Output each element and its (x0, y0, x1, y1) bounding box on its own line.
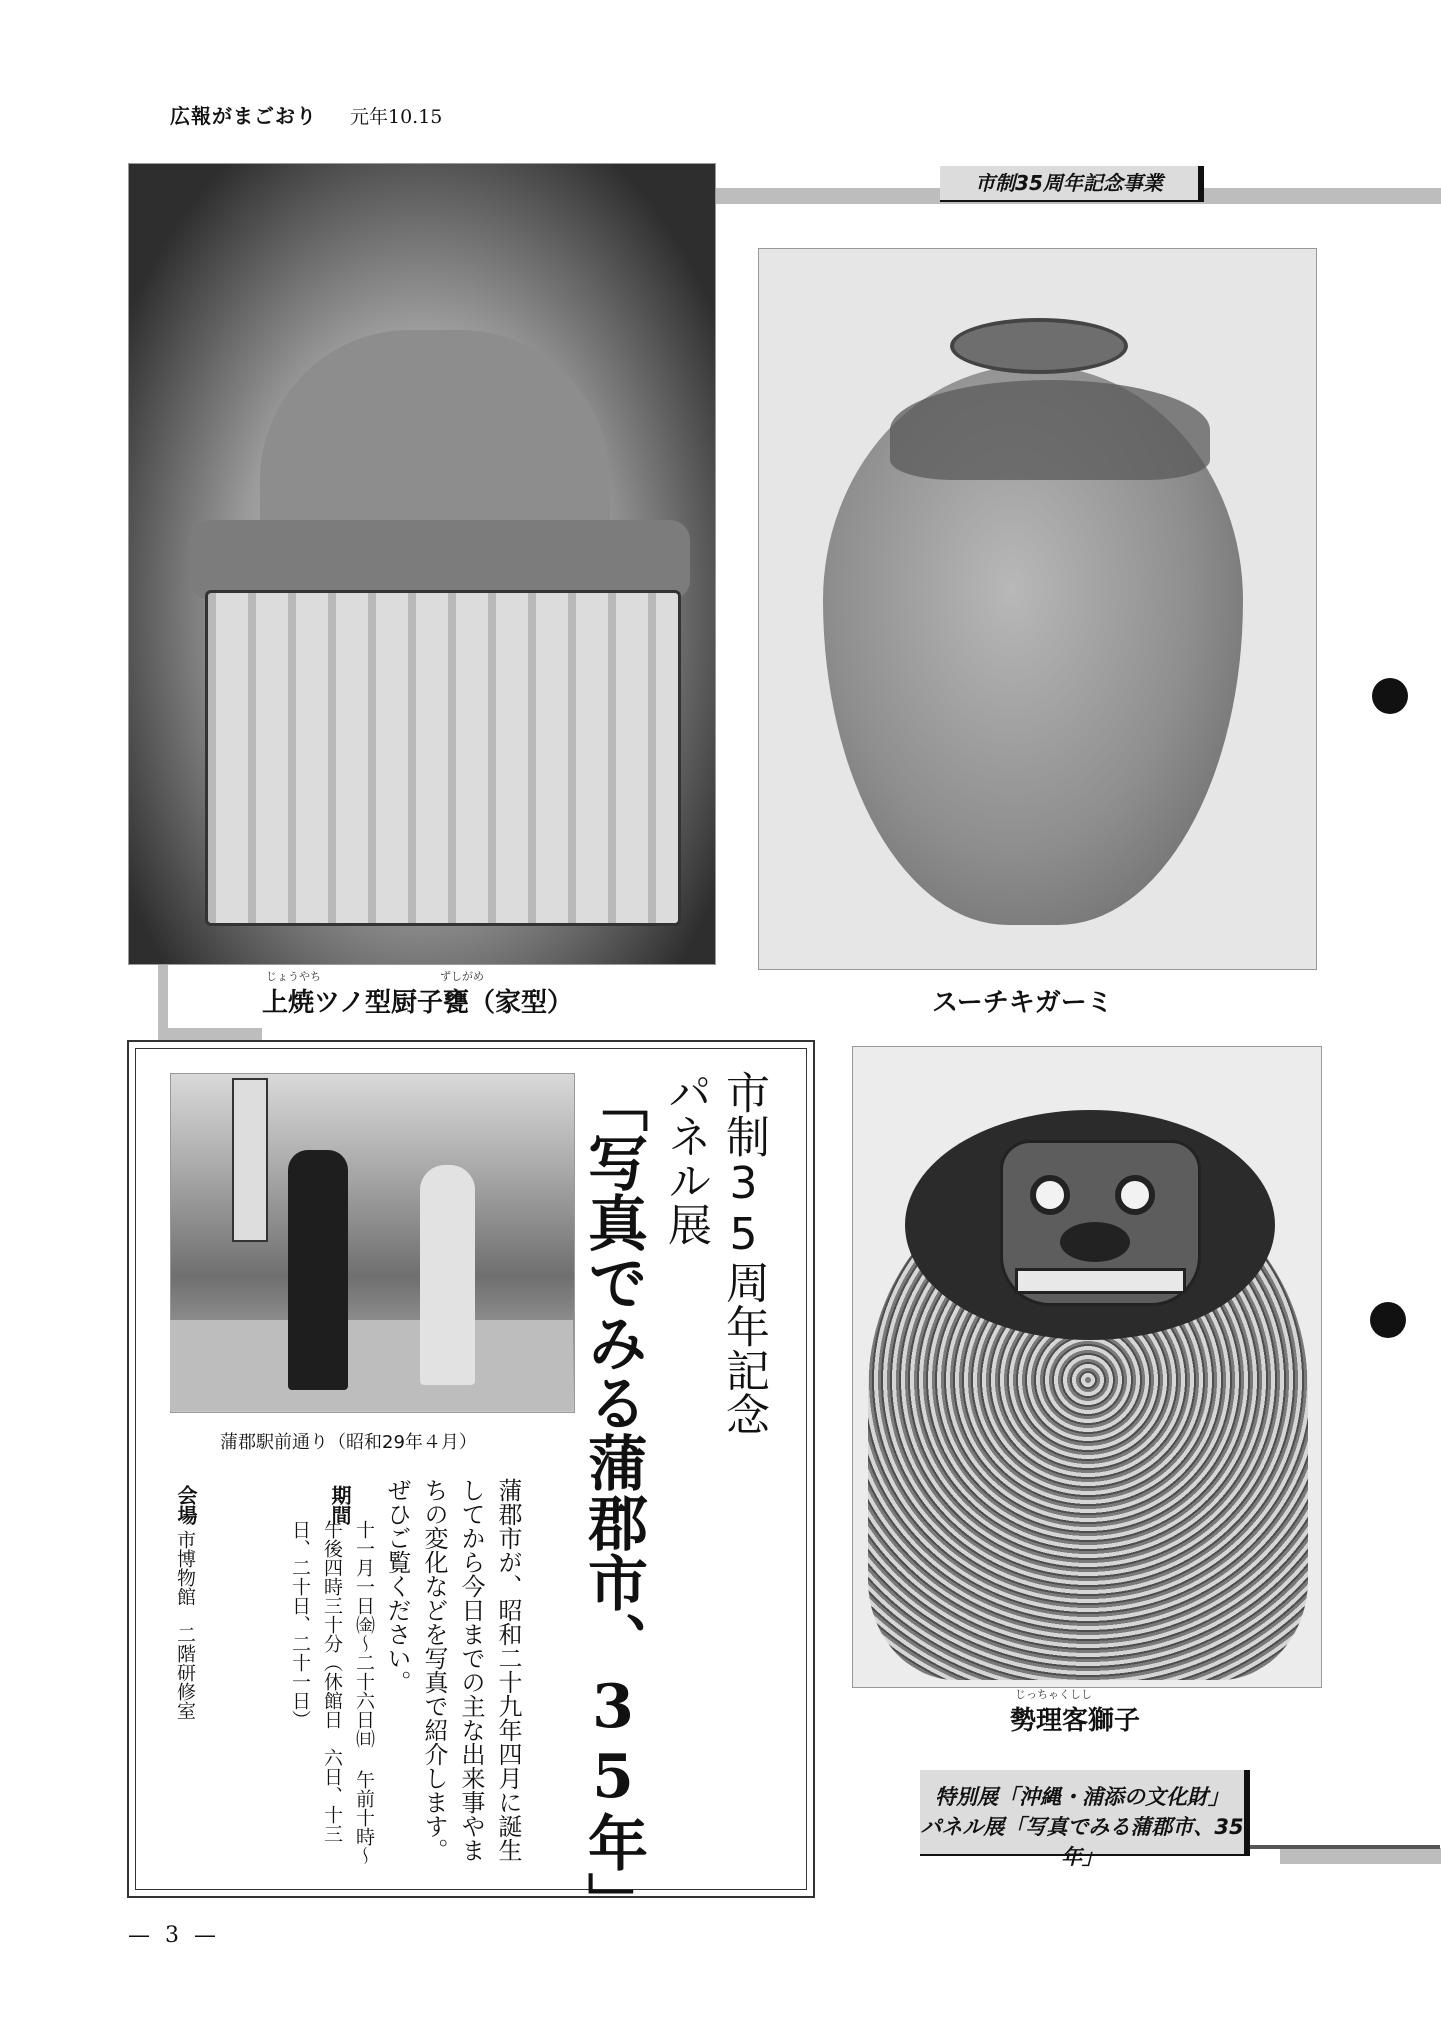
zushigame-ruby-2: ずしがめ (440, 970, 484, 983)
exhibition-banner-line1: 特別展「沖縄・浦添の文化財」 (935, 1785, 1229, 1809)
binding-hole-mark (1370, 1302, 1406, 1338)
panel-body-text: 蒲郡市が、昭和二十九年四月に誕生してから今日までの主な出来事やまちの変化などを写真で紹介します。ぜひご覧ください。 (383, 1478, 522, 1862)
jar-shoulder-glaze (890, 380, 1210, 480)
venue-label: 会場 (174, 1485, 198, 1525)
page-number: — 3 — (128, 1923, 220, 1948)
shishi-teeth (1015, 1268, 1186, 1294)
shishi-eye-left (1030, 1175, 1070, 1215)
street-photo-sign (232, 1078, 268, 1242)
street-photo-road (170, 1320, 573, 1411)
shishi-ruby: じっちゃくしし (1015, 1688, 1092, 1701)
zushigame-caption: 上焼ツノ型厨子甕（家型） (262, 988, 573, 1018)
zushigame-ruby-1: じょうやち (266, 970, 321, 983)
zushigame-roof (190, 520, 690, 600)
street-photo-caption: 蒲郡駅前通り（昭和29年４月） (220, 1432, 477, 1453)
panel-title-line1: 市制35周年記念 (718, 1070, 769, 1436)
publication-title: 広報がまごおり (170, 104, 317, 128)
street-photo-woman (420, 1165, 475, 1385)
shishi-caption: 勢理客獅子 (1010, 1706, 1141, 1736)
period-label: 期間 (328, 1485, 352, 1525)
zushigame-body (205, 590, 681, 926)
issue-date: 元年10.15 (350, 106, 443, 128)
period-text: 十一月一日㈮～二十六日㈰ 午前十時～午後四時三十分（休館日 六日、十三日、二十日、二十一日） (289, 1520, 375, 1865)
exhibition-banner (920, 1770, 1250, 1869)
bottom-decorative-bar (1280, 1848, 1441, 1864)
jar-neck (950, 318, 1128, 374)
street-photo-man (288, 1150, 348, 1390)
exhibition-banner-line2: パネル展「写真でみる蒲郡市、35年」 (920, 1815, 1244, 1869)
panel-title-line2: パネル展 (660, 1070, 711, 1246)
event-banner: 市制35周年記念事業 (940, 166, 1204, 202)
panel-title-line3: 「写真でみる蒲郡市、35年」 (578, 1072, 648, 1932)
binding-hole-mark (1372, 678, 1408, 714)
jar-caption: スーチキガーミ (932, 988, 1113, 1018)
shishi-eye-right (1115, 1175, 1155, 1215)
venue-text: 市博物館 二階研修室 (174, 1530, 196, 1720)
shishi-nose (1060, 1222, 1130, 1262)
